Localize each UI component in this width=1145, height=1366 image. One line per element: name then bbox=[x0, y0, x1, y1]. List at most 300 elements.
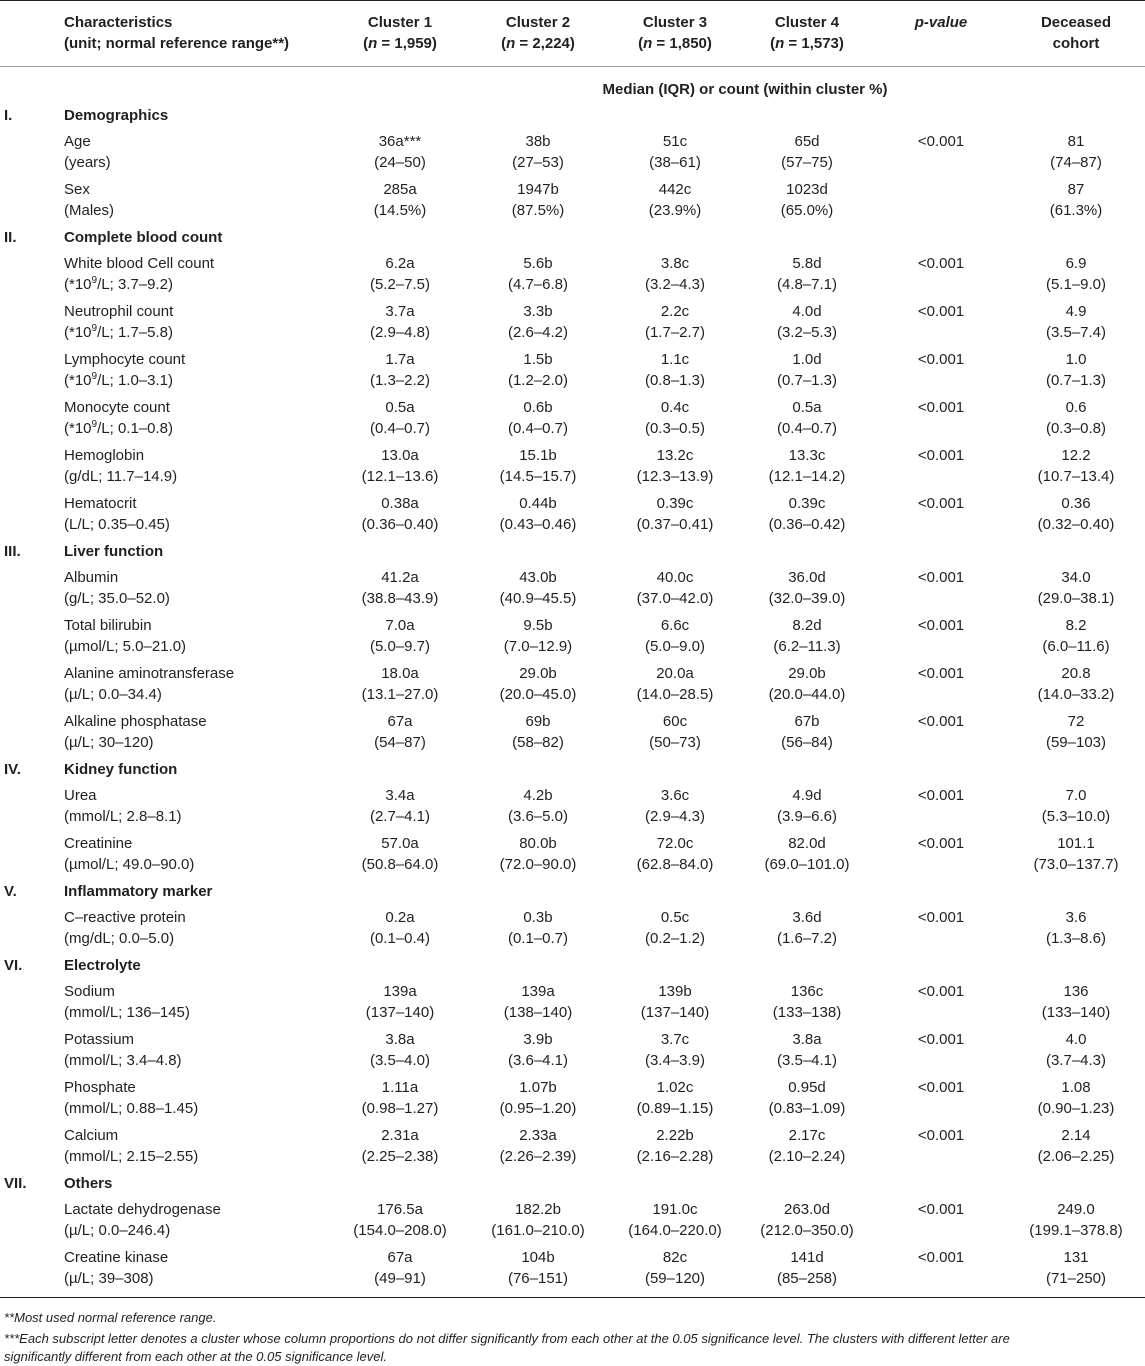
cluster-4-value: 29.0b bbox=[788, 665, 826, 682]
cluster-3-value: 40.0c bbox=[656, 569, 694, 586]
row-unit-range: ($*10^9/L$; 1.7–5.8) bbox=[64, 323, 173, 341]
cluster-4-value: 65d bbox=[794, 133, 820, 150]
cluster-2-range: (14.5–15.7) bbox=[499, 468, 577, 485]
cluster-1-value: 7.0a bbox=[385, 617, 415, 634]
cluster-1-value: 3.4a bbox=[385, 787, 415, 804]
cluster-4-value: 36.0d bbox=[788, 569, 826, 586]
cluster-2-range: (0.95–1.20) bbox=[499, 1100, 577, 1117]
cluster-4-range: (0.83–1.09) bbox=[768, 1100, 846, 1117]
cluster-2-value: 2.33a bbox=[519, 1127, 557, 1144]
row-unit-range: (mmol/L; 2.8–8.1) bbox=[64, 808, 182, 825]
header-deceased-cohort: cohort bbox=[1052, 35, 1100, 52]
cluster-1-range: (2.9–4.8) bbox=[369, 324, 431, 341]
cluster-3-range: (2.9–4.3) bbox=[644, 808, 706, 825]
cluster-4-value: 1.0d bbox=[792, 351, 822, 368]
deceased-range: (10.7–13.4) bbox=[1037, 468, 1115, 485]
cluster-1-value: 6.2a bbox=[385, 255, 415, 272]
cluster-3-range: (3.4–3.9) bbox=[644, 1052, 706, 1069]
cluster-2-value: 0.6b bbox=[523, 399, 553, 416]
row-unit-range: (µmol/L; 49.0–90.0) bbox=[64, 856, 195, 873]
cluster-1-range: (1.3–2.2) bbox=[369, 372, 431, 389]
section-numeral: VI. bbox=[4, 957, 23, 974]
row-unit-range: (µ/L; 39–308) bbox=[64, 1270, 154, 1287]
row-unit-range: (g/dL; 11.7–14.9) bbox=[64, 468, 178, 485]
cluster-4-range: (133–138) bbox=[772, 1004, 842, 1021]
deceased-value: 1.08 bbox=[1061, 1079, 1091, 1096]
cluster-4-value: 5.8d bbox=[792, 255, 822, 272]
p-value-cell: <0.001 bbox=[917, 1201, 965, 1218]
cluster-3-value: 0.39c bbox=[656, 495, 694, 512]
cluster-1-value: 0.5a bbox=[385, 399, 415, 416]
cluster-1-range: (38.8–43.9) bbox=[361, 590, 439, 607]
deceased-range: (73.0–137.7) bbox=[1033, 856, 1119, 873]
header-cluster-2-n: (n = 2,224) bbox=[501, 35, 575, 52]
cluster-2-range: (0.4–0.7) bbox=[507, 420, 569, 437]
cluster-3-value: 6.6c bbox=[660, 617, 690, 634]
header-deceased: Deceased bbox=[1040, 14, 1112, 31]
deceased-range: (3.7–4.3) bbox=[1045, 1052, 1107, 1069]
section-numeral: V. bbox=[4, 883, 17, 900]
cluster-3-value: 3.7c bbox=[660, 1031, 690, 1048]
cluster-2-value: 1947b bbox=[517, 181, 559, 198]
row-label: Urea bbox=[64, 787, 97, 804]
cluster-2-value: 69b bbox=[525, 713, 551, 730]
deceased-range: (0.90–1.23) bbox=[1037, 1100, 1115, 1117]
cluster-2-range: (40.9–45.5) bbox=[499, 590, 577, 607]
deceased-value: 81 bbox=[1067, 133, 1085, 150]
row-label: Creatinine bbox=[64, 835, 133, 852]
cluster-1-value: 3.7a bbox=[385, 303, 415, 320]
deceased-range: (133–140) bbox=[1041, 1004, 1111, 1021]
cluster-3-range: (2.16–2.28) bbox=[636, 1148, 714, 1165]
cluster-3-range: (0.8–1.3) bbox=[644, 372, 706, 389]
footnote-3: significantly different from each other at the 0.05 significance level. bbox=[4, 1349, 387, 1364]
cluster-3-range: (50–73) bbox=[649, 734, 701, 751]
cluster-3-value: 72.0c bbox=[656, 835, 694, 852]
cluster-4-range: (1.6–7.2) bbox=[776, 930, 838, 947]
cluster-4-range: (12.1–14.2) bbox=[768, 468, 846, 485]
cluster-3-value: 1.1c bbox=[660, 351, 690, 368]
cluster-4-range: (57–75) bbox=[781, 154, 833, 171]
cluster-3-range: (164.0–220.0) bbox=[628, 1222, 722, 1239]
deceased-range: (14.0–33.2) bbox=[1037, 686, 1115, 703]
p-value-cell: <0.001 bbox=[917, 983, 965, 1000]
cluster-2-value: 43.0b bbox=[519, 569, 557, 586]
cluster-4-range: (2.10–2.24) bbox=[768, 1148, 846, 1165]
cluster-2-value: 38b bbox=[525, 133, 551, 150]
deceased-range: (29.0–38.1) bbox=[1037, 590, 1115, 607]
cluster-4-range: (3.5–4.1) bbox=[776, 1052, 838, 1069]
cluster-1-value: 36a*** bbox=[378, 133, 422, 150]
p-value-cell: <0.001 bbox=[917, 351, 965, 368]
p-value-cell: <0.001 bbox=[917, 255, 965, 272]
cluster-4-range: (56–84) bbox=[781, 734, 833, 751]
row-unit-range: (mg/dL; 0.0–5.0) bbox=[64, 930, 175, 947]
deceased-range: (0.32–0.40) bbox=[1037, 516, 1115, 533]
cluster-2-range: (138–140) bbox=[503, 1004, 573, 1021]
p-value-cell: <0.001 bbox=[917, 133, 965, 150]
p-value-cell: <0.001 bbox=[917, 303, 965, 320]
section-numeral: I. bbox=[4, 107, 13, 124]
cluster-1-value: 176.5a bbox=[377, 1201, 423, 1218]
header-cluster-3: Cluster 3 bbox=[642, 14, 708, 31]
cluster-4-value: 0.39c bbox=[788, 495, 826, 512]
row-unit-range: (mmol/L; 3.4–4.8) bbox=[64, 1052, 182, 1069]
row-unit-range: ($*10^9/L$; 1.0–3.1) bbox=[64, 371, 173, 389]
cluster-1-range: (2.25–2.38) bbox=[361, 1148, 439, 1165]
row-unit-range: (µmol/L; 5.0–21.0) bbox=[64, 638, 187, 655]
row-label: Phosphate bbox=[64, 1079, 136, 1096]
deceased-range: (5.1–9.0) bbox=[1045, 276, 1107, 293]
row-unit-range: ($*10^9/L$; 0.1–0.8) bbox=[64, 419, 173, 437]
cluster-4-range: (3.9–6.6) bbox=[776, 808, 838, 825]
cluster-2-value: 1.5b bbox=[523, 351, 553, 368]
cluster-4-range: (65.0%) bbox=[780, 202, 834, 219]
cluster-4-range: (0.7–1.3) bbox=[776, 372, 838, 389]
deceased-value: 131 bbox=[1063, 1249, 1089, 1266]
deceased-range: (61.3%) bbox=[1049, 202, 1103, 219]
cluster-3-value: 3.8c bbox=[660, 255, 690, 272]
cluster-2-range: (20.0–45.0) bbox=[499, 686, 577, 703]
cluster-3-range: (3.2–4.3) bbox=[644, 276, 706, 293]
deceased-value: 2.14 bbox=[1061, 1127, 1091, 1144]
cluster-2-range: (2.6–4.2) bbox=[507, 324, 569, 341]
deceased-range: (2.06–2.25) bbox=[1037, 1148, 1115, 1165]
row-unit-range: ($*10^9/L$; 3.7–9.2) bbox=[64, 275, 173, 293]
cluster-4-value: 141d bbox=[790, 1249, 824, 1266]
header-cluster-4: Cluster 4 bbox=[774, 14, 840, 31]
row-unit-range: (Males) bbox=[64, 202, 115, 219]
row-label: Sex bbox=[64, 181, 90, 198]
cluster-4-value: 82.0d bbox=[788, 835, 826, 852]
cluster-2-range: (3.6–4.1) bbox=[507, 1052, 569, 1069]
cluster-2-range: (0.43–0.46) bbox=[499, 516, 577, 533]
cluster-3-range: (62.8–84.0) bbox=[636, 856, 714, 873]
row-label: White blood Cell count bbox=[64, 255, 215, 272]
p-value-cell: <0.001 bbox=[917, 495, 965, 512]
footnote-1: **Most used normal reference range. bbox=[4, 1310, 217, 1325]
deceased-range: (6.0–11.6) bbox=[1042, 638, 1110, 655]
section-title: Kidney function bbox=[64, 761, 178, 778]
deceased-value: 87 bbox=[1067, 181, 1085, 198]
cluster-3-value: 442c bbox=[658, 181, 692, 198]
cluster-1-range: (0.1–0.4) bbox=[369, 930, 431, 947]
header-rule bbox=[0, 66, 1145, 67]
row-label: Hemoglobin bbox=[64, 447, 145, 464]
cluster-3-range: (1.7–2.7) bbox=[644, 324, 706, 341]
cluster-4-value: 2.17c bbox=[788, 1127, 826, 1144]
cluster-1-value: 3.8a bbox=[385, 1031, 415, 1048]
cluster-1-value: 0.38a bbox=[381, 495, 419, 512]
section-title: Electrolyte bbox=[64, 957, 141, 974]
row-label: Creatine kinase bbox=[64, 1249, 169, 1266]
deceased-value: 4.9 bbox=[1065, 303, 1087, 320]
cluster-3-value: 60c bbox=[662, 713, 688, 730]
row-label: C–reactive protein bbox=[64, 909, 186, 926]
cluster-1-range: (54–87) bbox=[374, 734, 426, 751]
deceased-value: 8.2 bbox=[1065, 617, 1087, 634]
row-unit-range: (L/L; 0.35–0.45) bbox=[64, 516, 170, 533]
section-title: Demographics bbox=[64, 107, 169, 124]
cluster-3-value: 1.02c bbox=[656, 1079, 694, 1096]
header-cluster-2: Cluster 2 bbox=[505, 14, 571, 31]
row-unit-range: (mmol/L; 2.15–2.55) bbox=[64, 1148, 199, 1165]
deceased-value: 7.0 bbox=[1065, 787, 1087, 804]
cluster-4-value: 0.5a bbox=[792, 399, 822, 416]
cluster-1-value: 67a bbox=[387, 713, 413, 730]
cluster-4-value: 4.9d bbox=[792, 787, 822, 804]
cluster-3-range: (12.3–13.9) bbox=[636, 468, 714, 485]
cluster-3-value: 2.22b bbox=[656, 1127, 694, 1144]
cluster-2-range: (0.1–0.7) bbox=[507, 930, 569, 947]
deceased-value: 249.0 bbox=[1057, 1201, 1095, 1218]
cluster-3-value: 0.4c bbox=[660, 399, 690, 416]
section-title: Inflammatory marker bbox=[64, 883, 213, 900]
row-unit-range: (µ/L; 30–120) bbox=[64, 734, 154, 751]
cluster-1-range: (50.8–64.0) bbox=[361, 856, 439, 873]
section-numeral: III. bbox=[4, 543, 21, 560]
deceased-value: 12.2 bbox=[1061, 447, 1091, 464]
cluster-1-range: (49–91) bbox=[374, 1270, 426, 1287]
header-p-value: p-value bbox=[914, 14, 968, 31]
p-value-cell: <0.001 bbox=[917, 665, 965, 682]
cluster-2-value: 5.6b bbox=[523, 255, 553, 272]
p-value-cell: <0.001 bbox=[917, 569, 965, 586]
cluster-3-range: (59–120) bbox=[644, 1270, 706, 1287]
table-top-rule bbox=[0, 0, 1145, 1]
cluster-4-range: (4.8–7.1) bbox=[776, 276, 838, 293]
cluster-1-range: (14.5%) bbox=[373, 202, 427, 219]
p-value-cell: <0.001 bbox=[917, 447, 965, 464]
cluster-3-range: (5.0–9.0) bbox=[644, 638, 706, 655]
cluster-1-value: 57.0a bbox=[381, 835, 419, 852]
cluster-1-range: (13.1–27.0) bbox=[361, 686, 439, 703]
deceased-range: (0.7–1.3) bbox=[1045, 372, 1107, 389]
cluster-1-range: (154.0–208.0) bbox=[353, 1222, 447, 1239]
cluster-1-range: (0.4–0.7) bbox=[369, 420, 431, 437]
section-title: Complete blood count bbox=[64, 229, 223, 246]
row-label: Hematocrit bbox=[64, 495, 137, 512]
deceased-value: 0.36 bbox=[1061, 495, 1091, 512]
deceased-range: (199.1–378.8) bbox=[1029, 1222, 1123, 1239]
cluster-4-range: (212.0–350.0) bbox=[760, 1222, 854, 1239]
cluster-3-range: (0.37–0.41) bbox=[636, 516, 714, 533]
cluster-2-range: (7.0–12.9) bbox=[503, 638, 573, 655]
row-unit-range: (years) bbox=[64, 154, 111, 171]
cluster-1-value: 67a bbox=[387, 1249, 413, 1266]
cluster-4-value: 13.3c bbox=[788, 447, 826, 464]
cluster-1-range: (0.36–0.40) bbox=[361, 516, 439, 533]
p-value-cell: <0.001 bbox=[917, 787, 965, 804]
cluster-2-range: (27–53) bbox=[512, 154, 564, 171]
cluster-2-range: (87.5%) bbox=[511, 202, 565, 219]
cluster-3-value: 82c bbox=[662, 1249, 688, 1266]
row-label: Sodium bbox=[64, 983, 115, 1000]
row-label: Calcium bbox=[64, 1127, 119, 1144]
cluster-2-range: (4.7–6.8) bbox=[507, 276, 569, 293]
deceased-value: 34.0 bbox=[1061, 569, 1091, 586]
deceased-value: 20.8 bbox=[1061, 665, 1091, 682]
deceased-range: (74–87) bbox=[1050, 154, 1102, 171]
deceased-value: 1.0 bbox=[1065, 351, 1087, 368]
cluster-2-range: (161.0–210.0) bbox=[491, 1222, 585, 1239]
cluster-1-range: (3.5–4.0) bbox=[369, 1052, 431, 1069]
cluster-3-value: 20.0a bbox=[656, 665, 694, 682]
cluster-2-value: 139a bbox=[521, 983, 555, 1000]
row-label: Lactate dehydrogenase bbox=[64, 1201, 221, 1218]
cluster-2-value: 104b bbox=[521, 1249, 555, 1266]
cluster-3-range: (0.2–1.2) bbox=[644, 930, 706, 947]
cluster-2-value: 3.9b bbox=[523, 1031, 553, 1048]
deceased-range: (3.5–7.4) bbox=[1045, 324, 1107, 341]
cluster-2-value: 0.44b bbox=[519, 495, 557, 512]
cluster-4-value: 1023d bbox=[786, 181, 828, 198]
cluster-3-range: (0.3–0.5) bbox=[644, 420, 706, 437]
cluster-1-value: 285a bbox=[383, 181, 417, 198]
cluster-3-value: 51c bbox=[662, 133, 688, 150]
cluster-1-range: (5.2–7.5) bbox=[369, 276, 431, 293]
cluster-4-range: (85–258) bbox=[776, 1270, 838, 1287]
cluster-2-value: 1.07b bbox=[519, 1079, 557, 1096]
cluster-3-range: (137–140) bbox=[640, 1004, 710, 1021]
cluster-2-value: 29.0b bbox=[519, 665, 557, 682]
table-bottom-rule bbox=[0, 1297, 1145, 1298]
cluster-1-value: 41.2a bbox=[381, 569, 419, 586]
cluster-4-range: (32.0–39.0) bbox=[768, 590, 846, 607]
p-value-cell: <0.001 bbox=[917, 617, 965, 634]
cluster-3-range: (0.89–1.15) bbox=[636, 1100, 714, 1117]
cluster-3-value: 139b bbox=[658, 983, 692, 1000]
cluster-1-range: (0.98–1.27) bbox=[361, 1100, 439, 1117]
cluster-4-value: 3.6d bbox=[792, 909, 822, 926]
header-characteristics: Characteristics bbox=[64, 14, 173, 31]
cluster-2-value: 182.2b bbox=[515, 1201, 561, 1218]
footnote-2: ***Each subscript letter denotes a cluster whose column proportions do not differ significantly from each other at the 0.05 significance level. The clusters with different letter are bbox=[4, 1331, 1010, 1346]
cluster-2-range: (76–151) bbox=[507, 1270, 569, 1287]
header-cluster-1: Cluster 1 bbox=[367, 14, 433, 31]
deceased-range: (0.3–0.8) bbox=[1045, 420, 1107, 437]
cluster-3-range: (37.0–42.0) bbox=[636, 590, 714, 607]
cluster-2-range: (3.6–5.0) bbox=[507, 808, 569, 825]
cluster-1-value: 13.0a bbox=[381, 447, 419, 464]
cluster-3-range: (23.9%) bbox=[648, 202, 702, 219]
cluster-4-value: 0.95d bbox=[788, 1079, 826, 1096]
cluster-3-value: 2.2c bbox=[660, 303, 690, 320]
cluster-1-range: (12.1–13.6) bbox=[361, 468, 439, 485]
row-label: Monocyte count bbox=[64, 399, 170, 416]
row-unit-range: (µ/L; 0.0–246.4) bbox=[64, 1222, 171, 1239]
p-value-cell: <0.001 bbox=[917, 713, 965, 730]
p-value-cell: <0.001 bbox=[917, 1079, 965, 1096]
cluster-3-value: 3.6c bbox=[660, 787, 690, 804]
subheader-median-iqr: Median (IQR) or count (within cluster %) bbox=[602, 81, 888, 98]
cluster-4-range: (69.0–101.0) bbox=[764, 856, 850, 873]
row-unit-range: (g/L; 35.0–52.0) bbox=[64, 590, 170, 607]
cluster-4-range: (0.4–0.7) bbox=[776, 420, 838, 437]
p-value-cell: <0.001 bbox=[917, 1031, 965, 1048]
deceased-range: (1.3–8.6) bbox=[1045, 930, 1107, 947]
p-value-cell: <0.001 bbox=[917, 909, 965, 926]
cluster-1-value: 1.11a bbox=[381, 1079, 419, 1096]
deceased-value: 136 bbox=[1063, 983, 1089, 1000]
header-cluster-1-n: (n = 1,959) bbox=[363, 35, 437, 52]
row-unit-range: (mmol/L; 136–145) bbox=[64, 1004, 190, 1021]
cluster-4-value: 136c bbox=[790, 983, 824, 1000]
row-label: Alkaline phosphatase bbox=[64, 713, 207, 730]
section-title: Liver function bbox=[64, 543, 164, 560]
cluster-2-value: 0.3b bbox=[523, 909, 553, 926]
cluster-4-range: (3.2–5.3) bbox=[776, 324, 838, 341]
row-label: Neutrophil count bbox=[64, 303, 174, 320]
deceased-value: 101.1 bbox=[1057, 835, 1095, 852]
p-value-cell: <0.001 bbox=[917, 835, 965, 852]
cluster-1-range: (137–140) bbox=[365, 1004, 435, 1021]
deceased-value: 72 bbox=[1067, 713, 1085, 730]
cluster-2-value: 15.1b bbox=[519, 447, 557, 464]
p-value-cell: <0.001 bbox=[917, 399, 965, 416]
cluster-1-value: 0.2a bbox=[385, 909, 415, 926]
deceased-range: (71–250) bbox=[1045, 1270, 1107, 1287]
cluster-2-range: (58–82) bbox=[512, 734, 564, 751]
row-label: Total bilirubin bbox=[64, 617, 152, 634]
cluster-4-value: 8.2d bbox=[792, 617, 822, 634]
row-label: Potassium bbox=[64, 1031, 135, 1048]
deceased-value: 4.0 bbox=[1065, 1031, 1087, 1048]
cluster-1-value: 1.7a bbox=[385, 351, 415, 368]
cluster-3-value: 0.5c bbox=[660, 909, 690, 926]
cluster-4-value: 67b bbox=[794, 713, 820, 730]
cluster-2-value: 80.0b bbox=[519, 835, 557, 852]
p-value-cell: <0.001 bbox=[917, 1249, 965, 1266]
cluster-4-value: 4.0d bbox=[792, 303, 822, 320]
cluster-1-range: (5.0–9.7) bbox=[369, 638, 431, 655]
cluster-2-range: (72.0–90.0) bbox=[499, 856, 577, 873]
row-label: Albumin bbox=[64, 569, 119, 586]
section-title: Others bbox=[64, 1175, 113, 1192]
cluster-3-value: 191.0c bbox=[652, 1201, 698, 1218]
row-unit-range: (mmol/L; 0.88–1.45) bbox=[64, 1100, 199, 1117]
cluster-2-value: 4.2b bbox=[523, 787, 553, 804]
section-numeral: II. bbox=[4, 229, 17, 246]
row-label: Age bbox=[64, 133, 91, 150]
cluster-4-range: (20.0–44.0) bbox=[768, 686, 846, 703]
header-cluster-4-n: (n = 1,573) bbox=[770, 35, 844, 52]
deceased-value: 6.9 bbox=[1065, 255, 1087, 272]
cluster-1-value: 2.31a bbox=[381, 1127, 419, 1144]
cluster-2-range: (1.2–2.0) bbox=[507, 372, 569, 389]
row-label: Alanine aminotransferase bbox=[64, 665, 235, 682]
section-numeral: IV. bbox=[4, 761, 21, 778]
cluster-2-range: (2.26–2.39) bbox=[499, 1148, 577, 1165]
cluster-3-range: (14.0–28.5) bbox=[636, 686, 714, 703]
cluster-2-value: 3.3b bbox=[523, 303, 553, 320]
cluster-3-range: (38–61) bbox=[649, 154, 701, 171]
deceased-range: (5.3–10.0) bbox=[1041, 808, 1111, 825]
cluster-4-range: (6.2–11.3) bbox=[773, 638, 841, 655]
deceased-value: 3.6 bbox=[1065, 909, 1087, 926]
row-unit-range: (µ/L; 0.0–34.4) bbox=[64, 686, 162, 703]
cluster-1-range: (24–50) bbox=[374, 154, 426, 171]
p-value-cell: <0.001 bbox=[917, 1127, 965, 1144]
cluster-1-value: 18.0a bbox=[381, 665, 419, 682]
cluster-1-range: (2.7–4.1) bbox=[369, 808, 431, 825]
section-numeral: VII. bbox=[4, 1175, 27, 1192]
header-cluster-3-n: (n = 1,850) bbox=[638, 35, 712, 52]
cluster-4-value: 3.8a bbox=[792, 1031, 822, 1048]
cluster-4-value: 263.0d bbox=[784, 1201, 830, 1218]
row-label: Lymphocyte count bbox=[64, 351, 186, 368]
cluster-1-value: 139a bbox=[383, 983, 417, 1000]
